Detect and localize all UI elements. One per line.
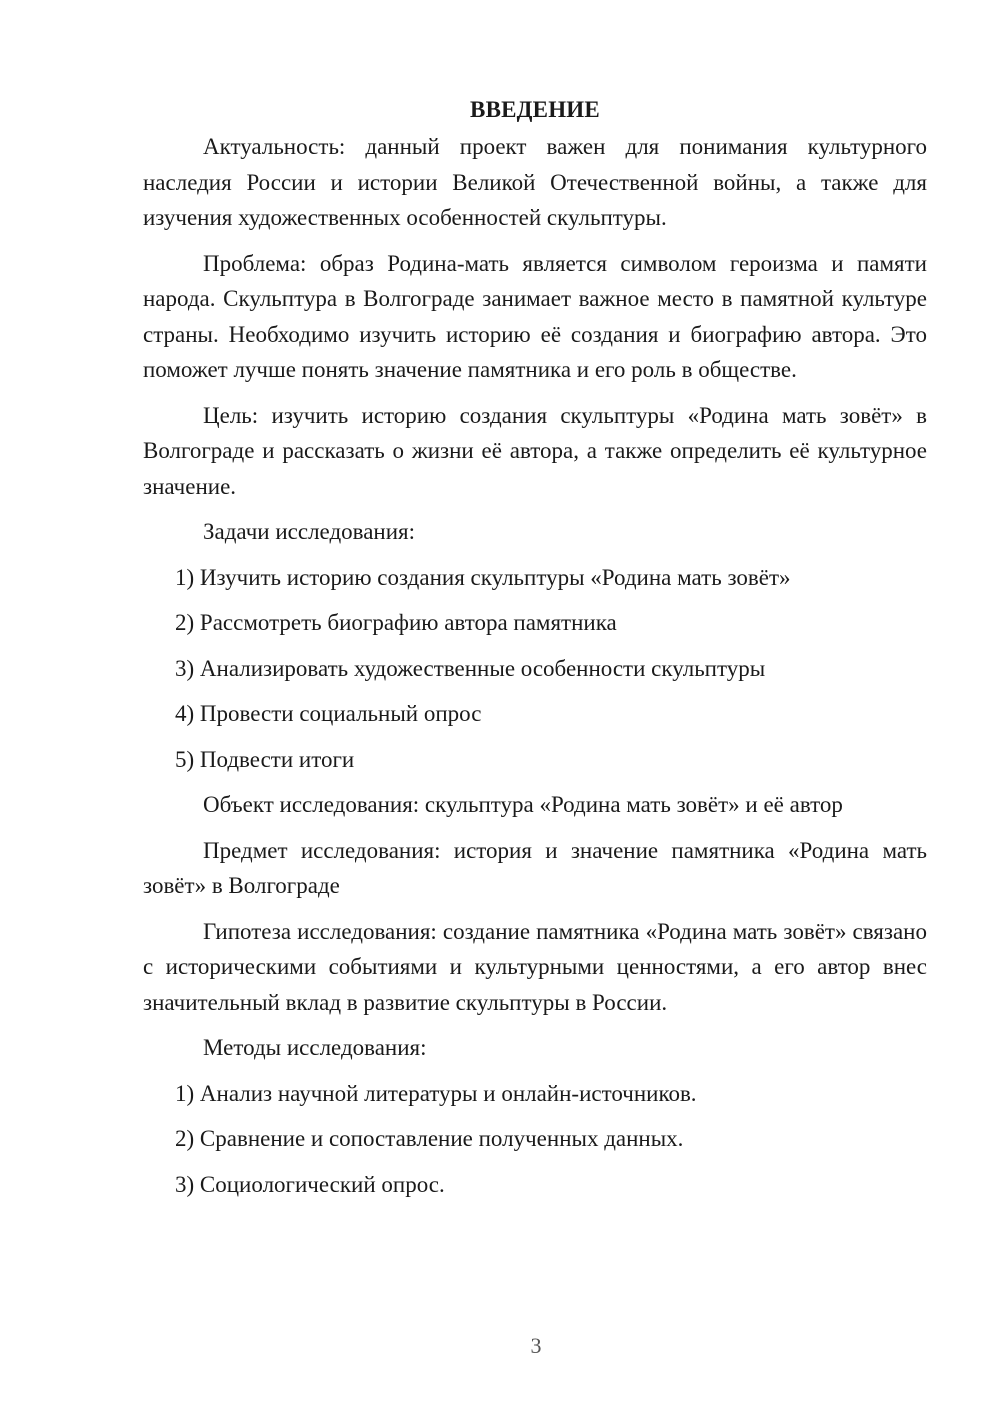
page-title: ВВЕДЕНИЕ <box>470 97 600 122</box>
methods-heading: Методы исследования: <box>203 1035 427 1060</box>
list-item: 2) Сравнение и сопоставление полученных данных. <box>175 1126 684 1151</box>
list-item: 1) Анализ научной литературы и онлайн-источников. <box>175 1080 697 1106</box>
tasks-list <box>143 560 927 778</box>
list-item: 3) Анализировать художественные особенности скульптуры <box>175 655 766 681</box>
list-item: 5) Подвести итоги <box>175 746 355 772</box>
list-item: 4) Провести социальный опрос <box>175 701 482 726</box>
subject-paragraph: Предмет исследования: история и значение памятника «Родина мать зовёт» в Волгограде <box>143 837 927 898</box>
list-item: 2) Рассмотреть биографию автора памятника <box>175 610 617 635</box>
methods-list <box>143 1076 927 1203</box>
list-item: 3) Социологический опрос. <box>175 1171 445 1197</box>
hypothesis-paragraph: Гипотеза исследования: создание памятника «Родина мать зовёт» связано с историческими событиями и культурными ценностями, а его автор внес значительный вклад в развитие скульптуры в России. <box>143 918 927 1015</box>
relevance-paragraph: Актуальность: данный проект важен для понимания культурного наследия России и истории Великой Отечественной войны, а также для изучения художественных особенностей скульптуры. <box>143 134 927 230</box>
goal-paragraph: Цель: изучить историю создания скульптуры «Родина мать зовёт» в Волгограде и рассказать о жизни её автора, а также определить её культурное значение. <box>143 402 927 499</box>
page-number: 3 <box>530 1333 542 1358</box>
tasks-heading: Задачи исследования: <box>203 519 416 544</box>
object-paragraph: Объект исследования: скульптура «Родина мать зовёт» и её автор <box>203 792 843 817</box>
list-item: 1) Изучить историю создания скульптуры «Родина мать зовёт» <box>175 564 791 590</box>
problem-paragraph: Проблема: образ Родина-мать является символом героизма и памяти народа. Скульптура в Волгограде занимает важное место в памятной культуре страны. Необходимо изучить историю её создания и биографию автора. Это поможет лучше понять значение памятника и его роль в обществе. <box>143 250 927 382</box>
document-page <box>143 92 927 1212</box>
